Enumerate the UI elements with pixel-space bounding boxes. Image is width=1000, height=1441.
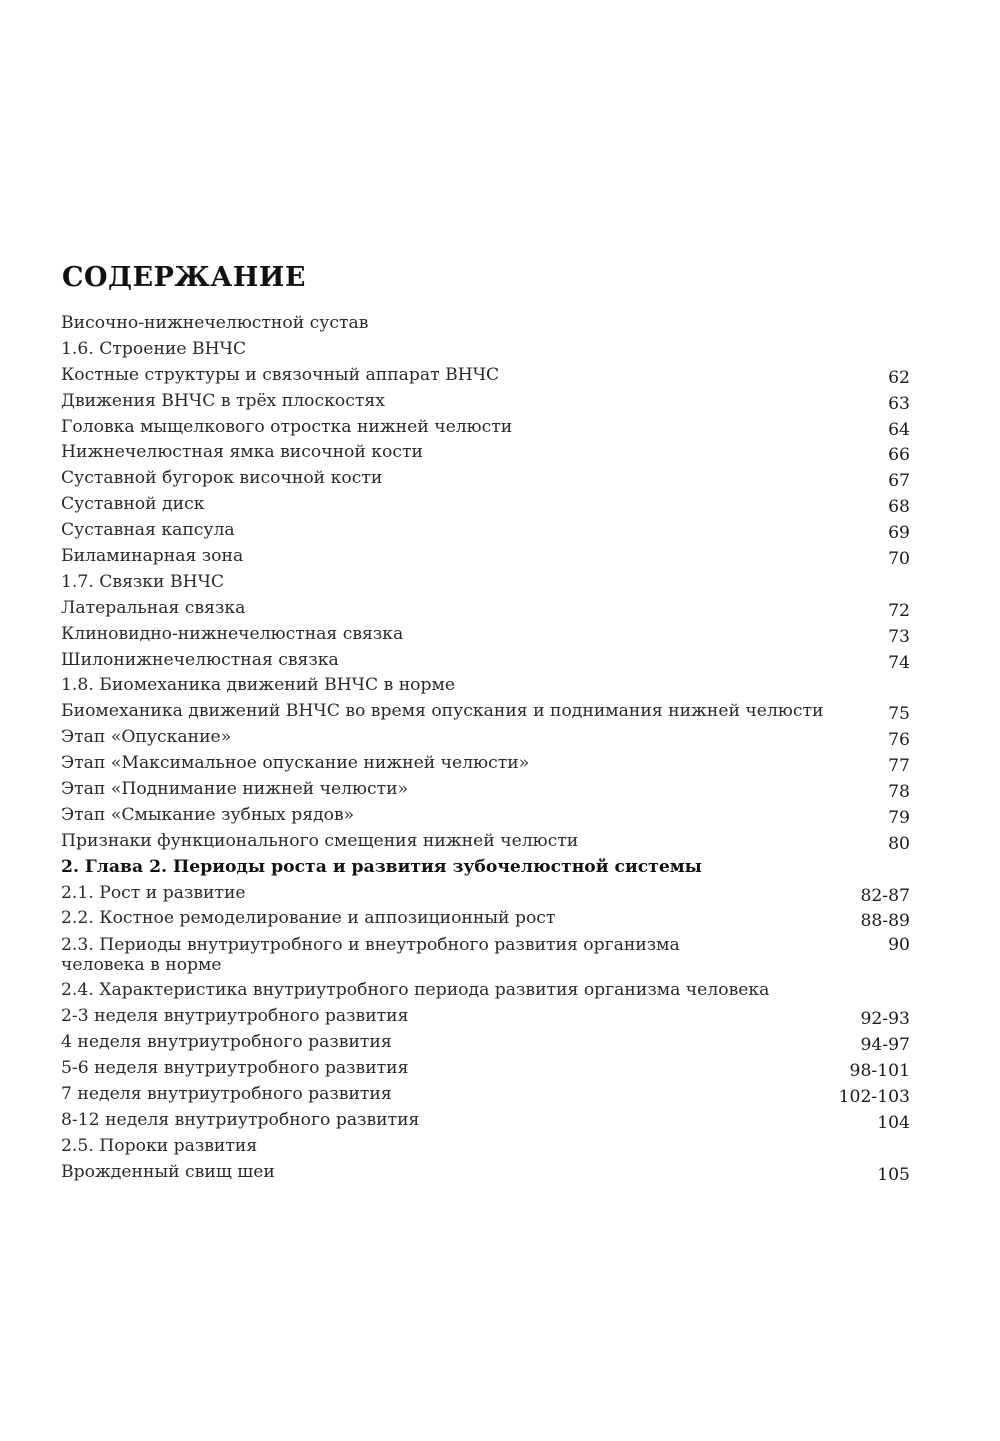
- toc-entry-text: Нижнечелюстная ямка височной кости: [61, 442, 423, 463]
- toc-entry-page: 70: [888, 549, 910, 570]
- toc-entry-page: 102-103: [838, 1086, 910, 1107]
- toc-entry-text: Суставная капсула: [61, 520, 235, 541]
- toc-entry-text: 8-12 неделя внутриутробного развития: [61, 1109, 420, 1130]
- page-title: СОДЕРЖАНИЕ: [62, 262, 306, 293]
- toc-entry-text: Биомеханика движений ВНЧС во время опускания и поднимания нижней челюсти: [61, 701, 824, 722]
- toc-entry-text: Головка мыщелкового отростка нижней челюсти: [61, 416, 513, 437]
- toc-entry-page: 98-101: [849, 1061, 910, 1082]
- toc-entry-page: 62: [888, 367, 910, 388]
- toc-entry-page: 82-87: [860, 885, 910, 906]
- toc-entry[interactable]: [61, 1160, 913, 1186]
- toc-entry[interactable]: [61, 1056, 913, 1082]
- toc-entry-text: 7 неделя внутриутробного развития: [61, 1083, 392, 1104]
- toc-entry-text: 2-3 неделя внутриутробного развития: [61, 1006, 409, 1027]
- toc-entry-page: 69: [888, 523, 910, 544]
- toc-entry-page: 94-97: [860, 1035, 910, 1056]
- toc-entry-page: 73: [888, 626, 910, 647]
- toc-entry-text: 2.2. Костное ремоделирование и аппозиционный рост: [61, 908, 556, 929]
- toc-entry[interactable]: [61, 1082, 913, 1108]
- toc-entry-2-5[interactable]: [61, 1134, 913, 1160]
- toc-entry-text: 1.8. Биомеханика движений ВНЧС в норме: [61, 675, 456, 696]
- toc-entry-text: Этап «Максимальное опускание нижней челюсти»: [61, 753, 530, 774]
- toc-entry[interactable]: [61, 466, 913, 492]
- toc-entry[interactable]: [61, 596, 913, 622]
- toc-entry[interactable]: [61, 363, 913, 389]
- toc-entry[interactable]: [61, 932, 913, 978]
- toc-entry-page: 68: [888, 497, 910, 518]
- toc-entry-text: 2.1. Рост и развитие: [61, 882, 246, 903]
- toc-entry-text: 1.6. Строение ВНЧС: [61, 338, 247, 359]
- toc-entry-page: 78: [888, 782, 910, 803]
- toc-entry-text: 2. Глава 2. Периоды роста и развития зубочелюстной системы: [61, 856, 702, 877]
- toc-entry-page: 79: [888, 807, 910, 828]
- toc-entry-text: Суставной диск: [61, 494, 205, 515]
- toc-entry[interactable]: [61, 1030, 913, 1056]
- toc-entry-text: 2.5. Пороки развития: [61, 1135, 258, 1156]
- toc-entry-page: 67: [888, 471, 910, 492]
- toc-entry[interactable]: [61, 622, 913, 648]
- toc-entry[interactable]: [61, 906, 913, 932]
- toc-entry[interactable]: [61, 415, 913, 441]
- toc-entry[interactable]: [61, 725, 913, 751]
- toc-entry-page: 90: [888, 935, 910, 956]
- toc-entry-text: 2.4. Характеристика внутриутробного периода развития организма человека: [61, 980, 770, 1001]
- table-of-contents: [61, 311, 913, 1186]
- toc-entry[interactable]: [61, 1108, 913, 1134]
- toc-chapter-2[interactable]: [61, 855, 913, 881]
- toc-entry-text: Клиновидно-нижнечелюстная связка: [61, 623, 404, 644]
- toc-entry-text: 2.3. Периоды внутриутробного и внеутробного развития организма человека в норме: [61, 935, 680, 976]
- toc-entry-page: 74: [888, 652, 910, 673]
- toc-entry-text: Признаки функционального смещения нижней челюсти: [61, 830, 579, 851]
- toc-entry-1-8[interactable]: [61, 673, 913, 699]
- toc-entry-text: 1.7. Связки ВНЧС: [61, 571, 225, 592]
- toc-entry[interactable]: [61, 803, 913, 829]
- toc-entry-page: 104: [877, 1112, 910, 1133]
- toc-entry-page: 88-89: [860, 911, 910, 932]
- toc-entry-page: 75: [888, 704, 910, 725]
- toc-entry-1-7[interactable]: [61, 570, 913, 596]
- toc-entry[interactable]: [61, 829, 913, 855]
- toc-entry-text: Биламинарная зона: [61, 546, 244, 567]
- toc-entry-page: 72: [888, 600, 910, 621]
- toc-entry-text: Этап «Поднимание нижней челюсти»: [61, 779, 409, 800]
- toc-entry-text: Шилонижнечелюстная связка: [61, 649, 339, 670]
- toc-entry-text: Этап «Опускание»: [61, 727, 232, 748]
- toc-entry-2-4[interactable]: [61, 978, 913, 1004]
- toc-entry-text: Движения ВНЧС в трёх плоскостях: [61, 390, 385, 411]
- toc-entry-page: 80: [888, 833, 910, 854]
- toc-entry-page: 64: [888, 419, 910, 440]
- toc-entry-page: 76: [888, 730, 910, 751]
- toc-entry-page: 66: [888, 445, 910, 466]
- toc-entry[interactable]: [61, 699, 913, 725]
- toc-entry-text: 5-6 неделя внутриутробного развития: [61, 1058, 409, 1079]
- toc-entry-text: Костные структуры и связочный аппарат ВНЧС: [61, 364, 500, 385]
- toc-entry-text: Этап «Смыкание зубных рядов»: [61, 804, 355, 825]
- toc-entry[interactable]: [61, 777, 913, 803]
- toc-entry-joint[interactable]: [61, 311, 913, 337]
- toc-entry[interactable]: [61, 1004, 913, 1030]
- toc-entry-page: 77: [888, 756, 910, 777]
- toc-entry-text: 4 неделя внутриутробного развития: [61, 1032, 392, 1053]
- toc-entry-page: 63: [888, 393, 910, 414]
- toc-entry[interactable]: [61, 492, 913, 518]
- toc-entry-1-6[interactable]: [61, 337, 913, 363]
- toc-entry[interactable]: [61, 648, 913, 674]
- toc-entry[interactable]: [61, 440, 913, 466]
- toc-entry-text: Височно-нижнечелюстной сустав: [61, 313, 369, 333]
- toc-entry-text: Врожденный свищ шеи: [61, 1161, 275, 1182]
- toc-entry[interactable]: [61, 751, 913, 777]
- toc-entry-page: 92-93: [860, 1009, 910, 1030]
- toc-entry[interactable]: [61, 544, 913, 570]
- toc-entry[interactable]: [61, 881, 913, 907]
- toc-entry[interactable]: [61, 518, 913, 544]
- toc-entry-text: Латеральная связка: [61, 597, 246, 618]
- toc-entry-text: Суставной бугорок височной кости: [61, 468, 383, 489]
- toc-entry-page: 105: [877, 1164, 910, 1185]
- toc-entry[interactable]: [61, 389, 913, 415]
